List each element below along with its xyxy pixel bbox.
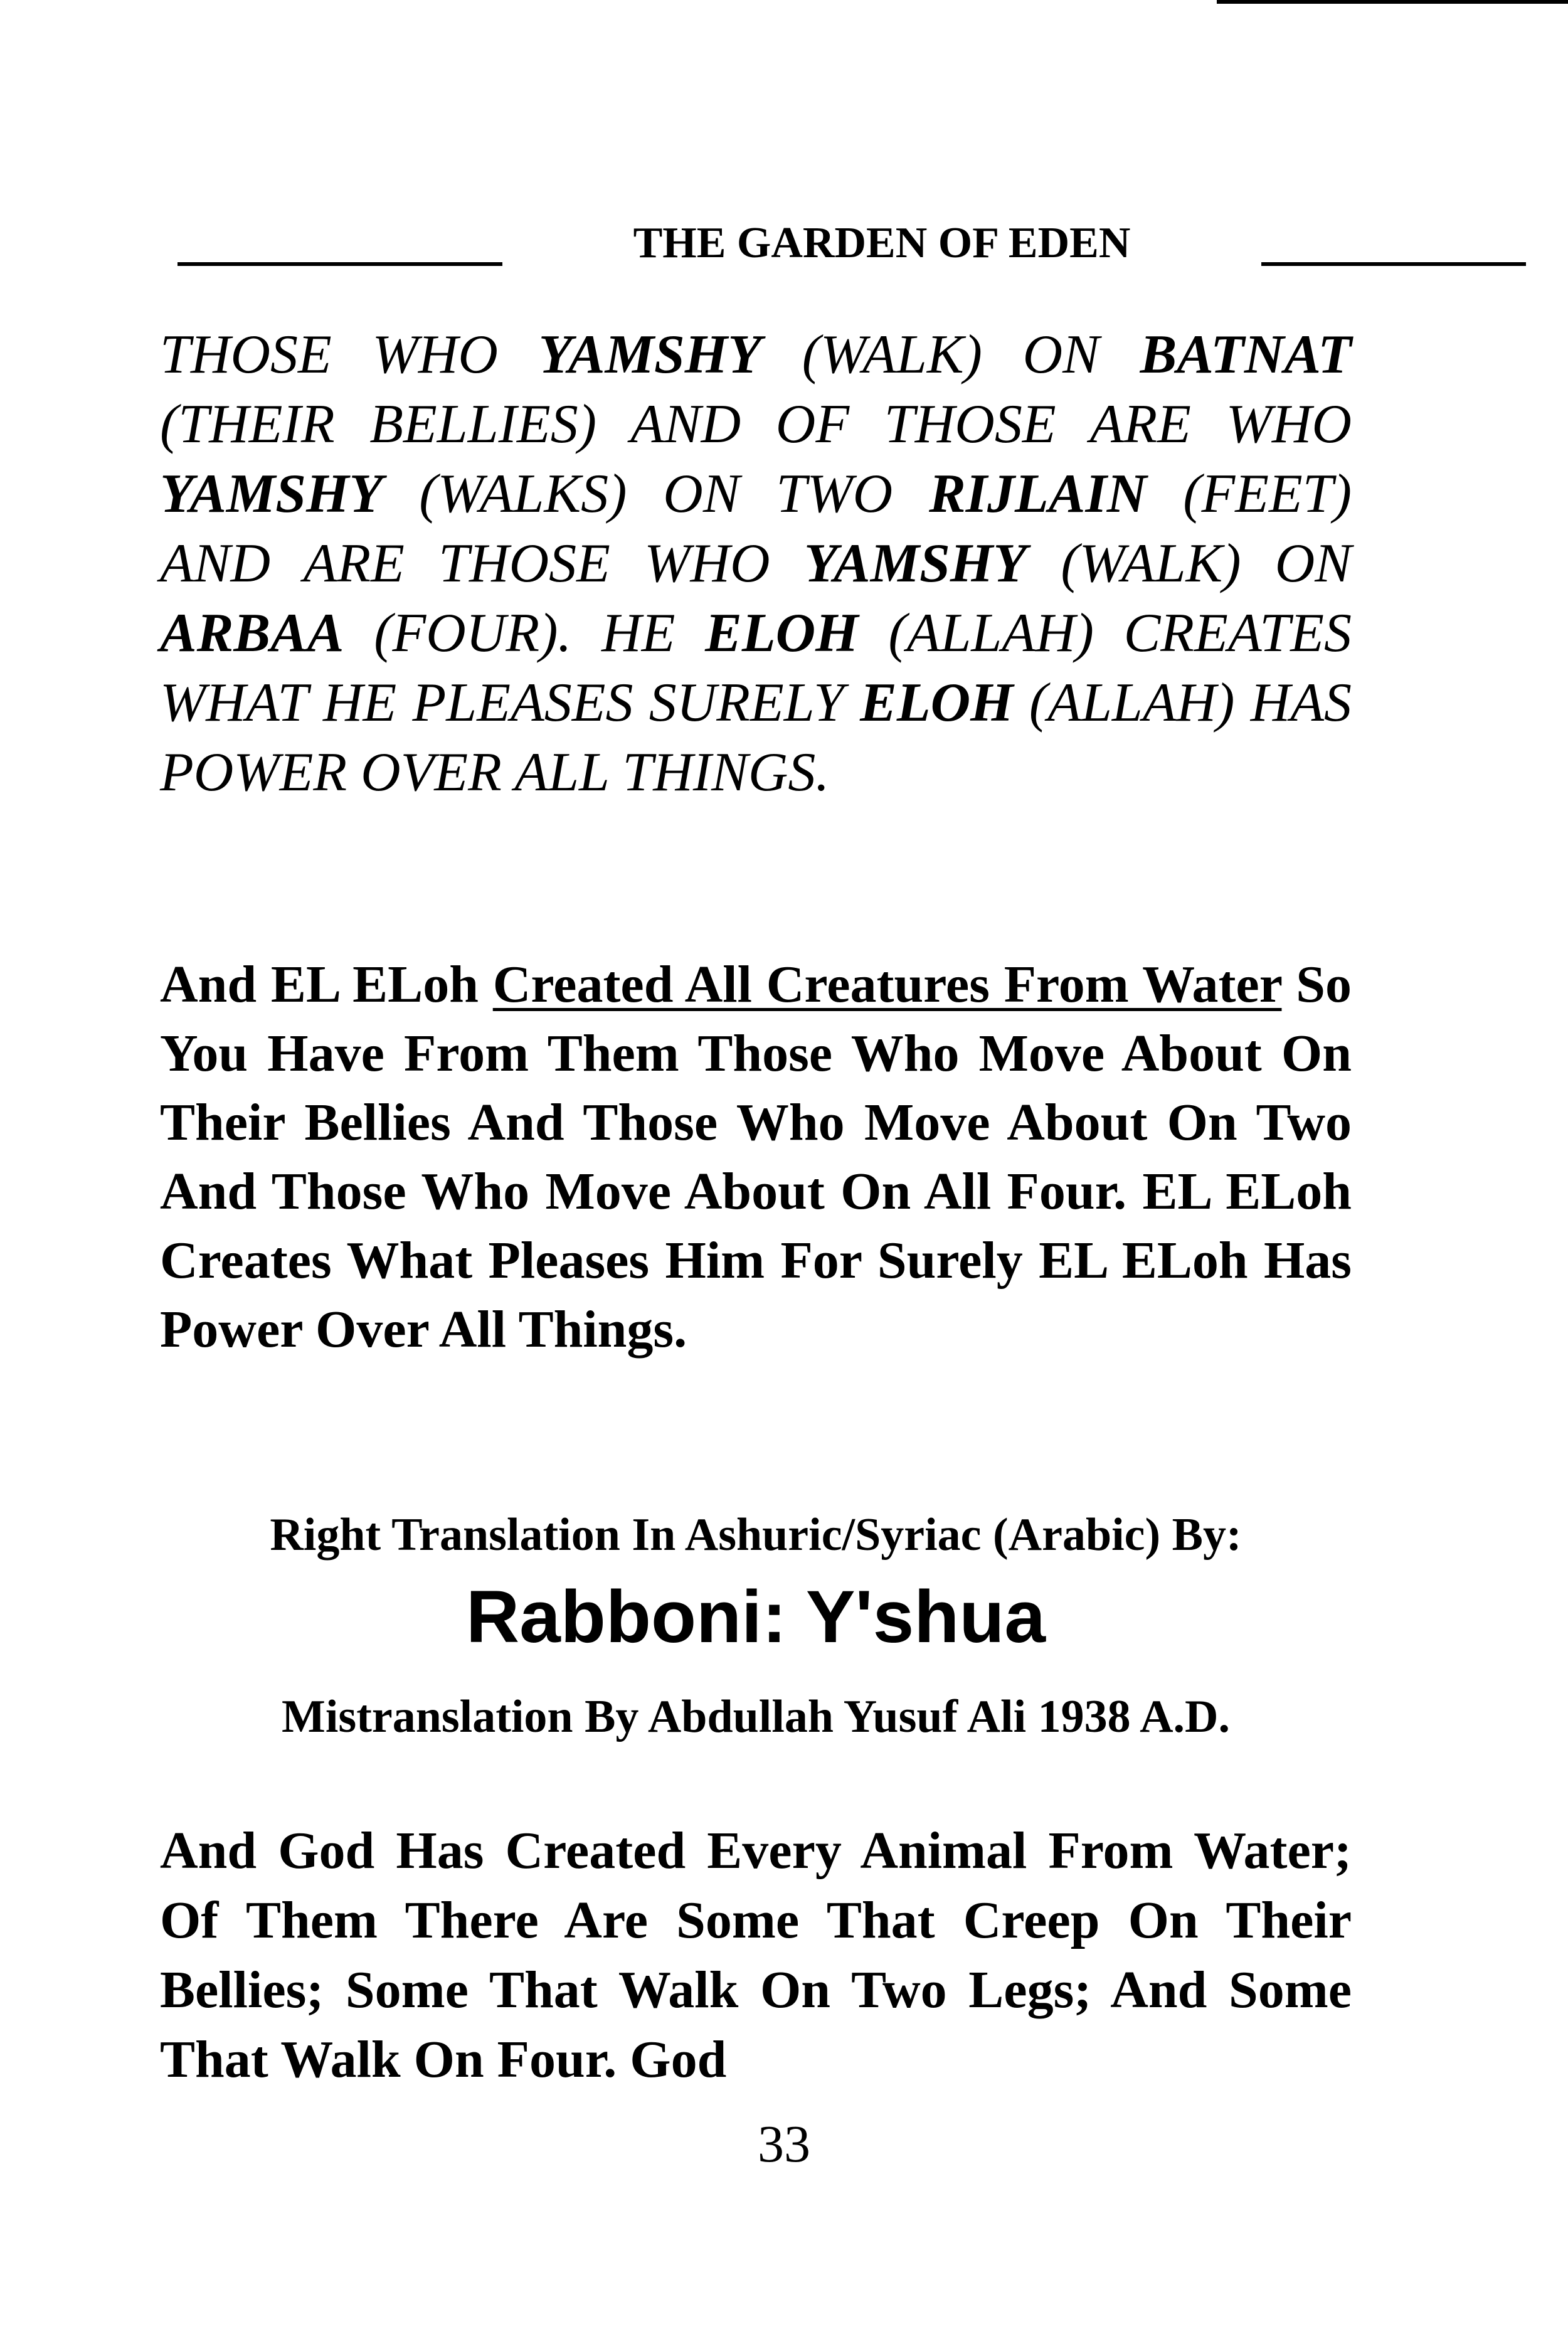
verse-text: (WALK) ON	[1027, 533, 1352, 594]
verse-text: (FOUR). HE	[344, 603, 706, 664]
verse-term: ELOH	[860, 672, 1014, 733]
verse-text: (FEET) AND ARE THOSE WHO	[160, 464, 1352, 594]
verse-term: ELOH	[705, 603, 859, 664]
verse-term: BATNAT	[1140, 324, 1352, 385]
mistranslation-credit: Mistranslation By Abdullah Yusuf Ali 1938 A.D.	[282, 1691, 1230, 1742]
running-header	[177, 207, 1350, 276]
verse-term: RIJLAIN	[929, 464, 1147, 524]
translator-name: Rabboni: Y'shua	[465, 1576, 1046, 1658]
underlined-phrase: Created All Creatures From Water	[492, 955, 1282, 1014]
italic-verse-paragraph	[160, 320, 1352, 807]
paragraph-lead: And EL ELoh	[160, 955, 493, 1014]
header-rule-left	[177, 262, 502, 266]
verse-text: (ALLAH) HAS POWER OVER ALL THINGS.	[160, 672, 1352, 803]
right-translation-credit: Right Translation In Ashuric/Syriac (Arabic) By:	[270, 1509, 1242, 1561]
verse-term: YAMSHY	[160, 464, 383, 524]
verse-text: (THEIR BELLIES) AND OF THOSE ARE WHO	[160, 394, 1352, 455]
verse-text: THOSE WHO	[160, 324, 539, 385]
verse-text: (ALLAH) CREATES WHAT HE PLEASES SURELY	[160, 603, 1352, 733]
mistranslation-paragraph: And God Has Created Every Animal From Water; Of Them There Are Some That Creep On Their Bellies; Some That Walk On Two Legs; And Some That Walk On Four. God	[160, 1821, 1352, 2089]
verse-term: YAMSHY	[538, 324, 761, 385]
verse-term: ARBAA	[160, 603, 344, 664]
verse-term: YAMSHY	[803, 533, 1027, 594]
header-rule-right	[1261, 262, 1526, 266]
top-edge-rule	[1217, 0, 1568, 4]
verse-text: (WALK) ON	[761, 324, 1140, 385]
paragraph-rest: So You Have From Them Those Who Move About On Their Bellies And Those Who Move About On Two And Those Who Move About On All Four. EL ELoh Creates What Pleases Him For Surely EL ELoh Has Power Over All Things.	[160, 955, 1352, 1359]
bold-explanation-paragraph	[160, 950, 1352, 1364]
page-number: 33	[758, 2115, 810, 2173]
verse-text: (WALKS) ON TWO	[383, 464, 930, 524]
header-title: THE GARDEN OF EDEN	[633, 219, 1131, 267]
